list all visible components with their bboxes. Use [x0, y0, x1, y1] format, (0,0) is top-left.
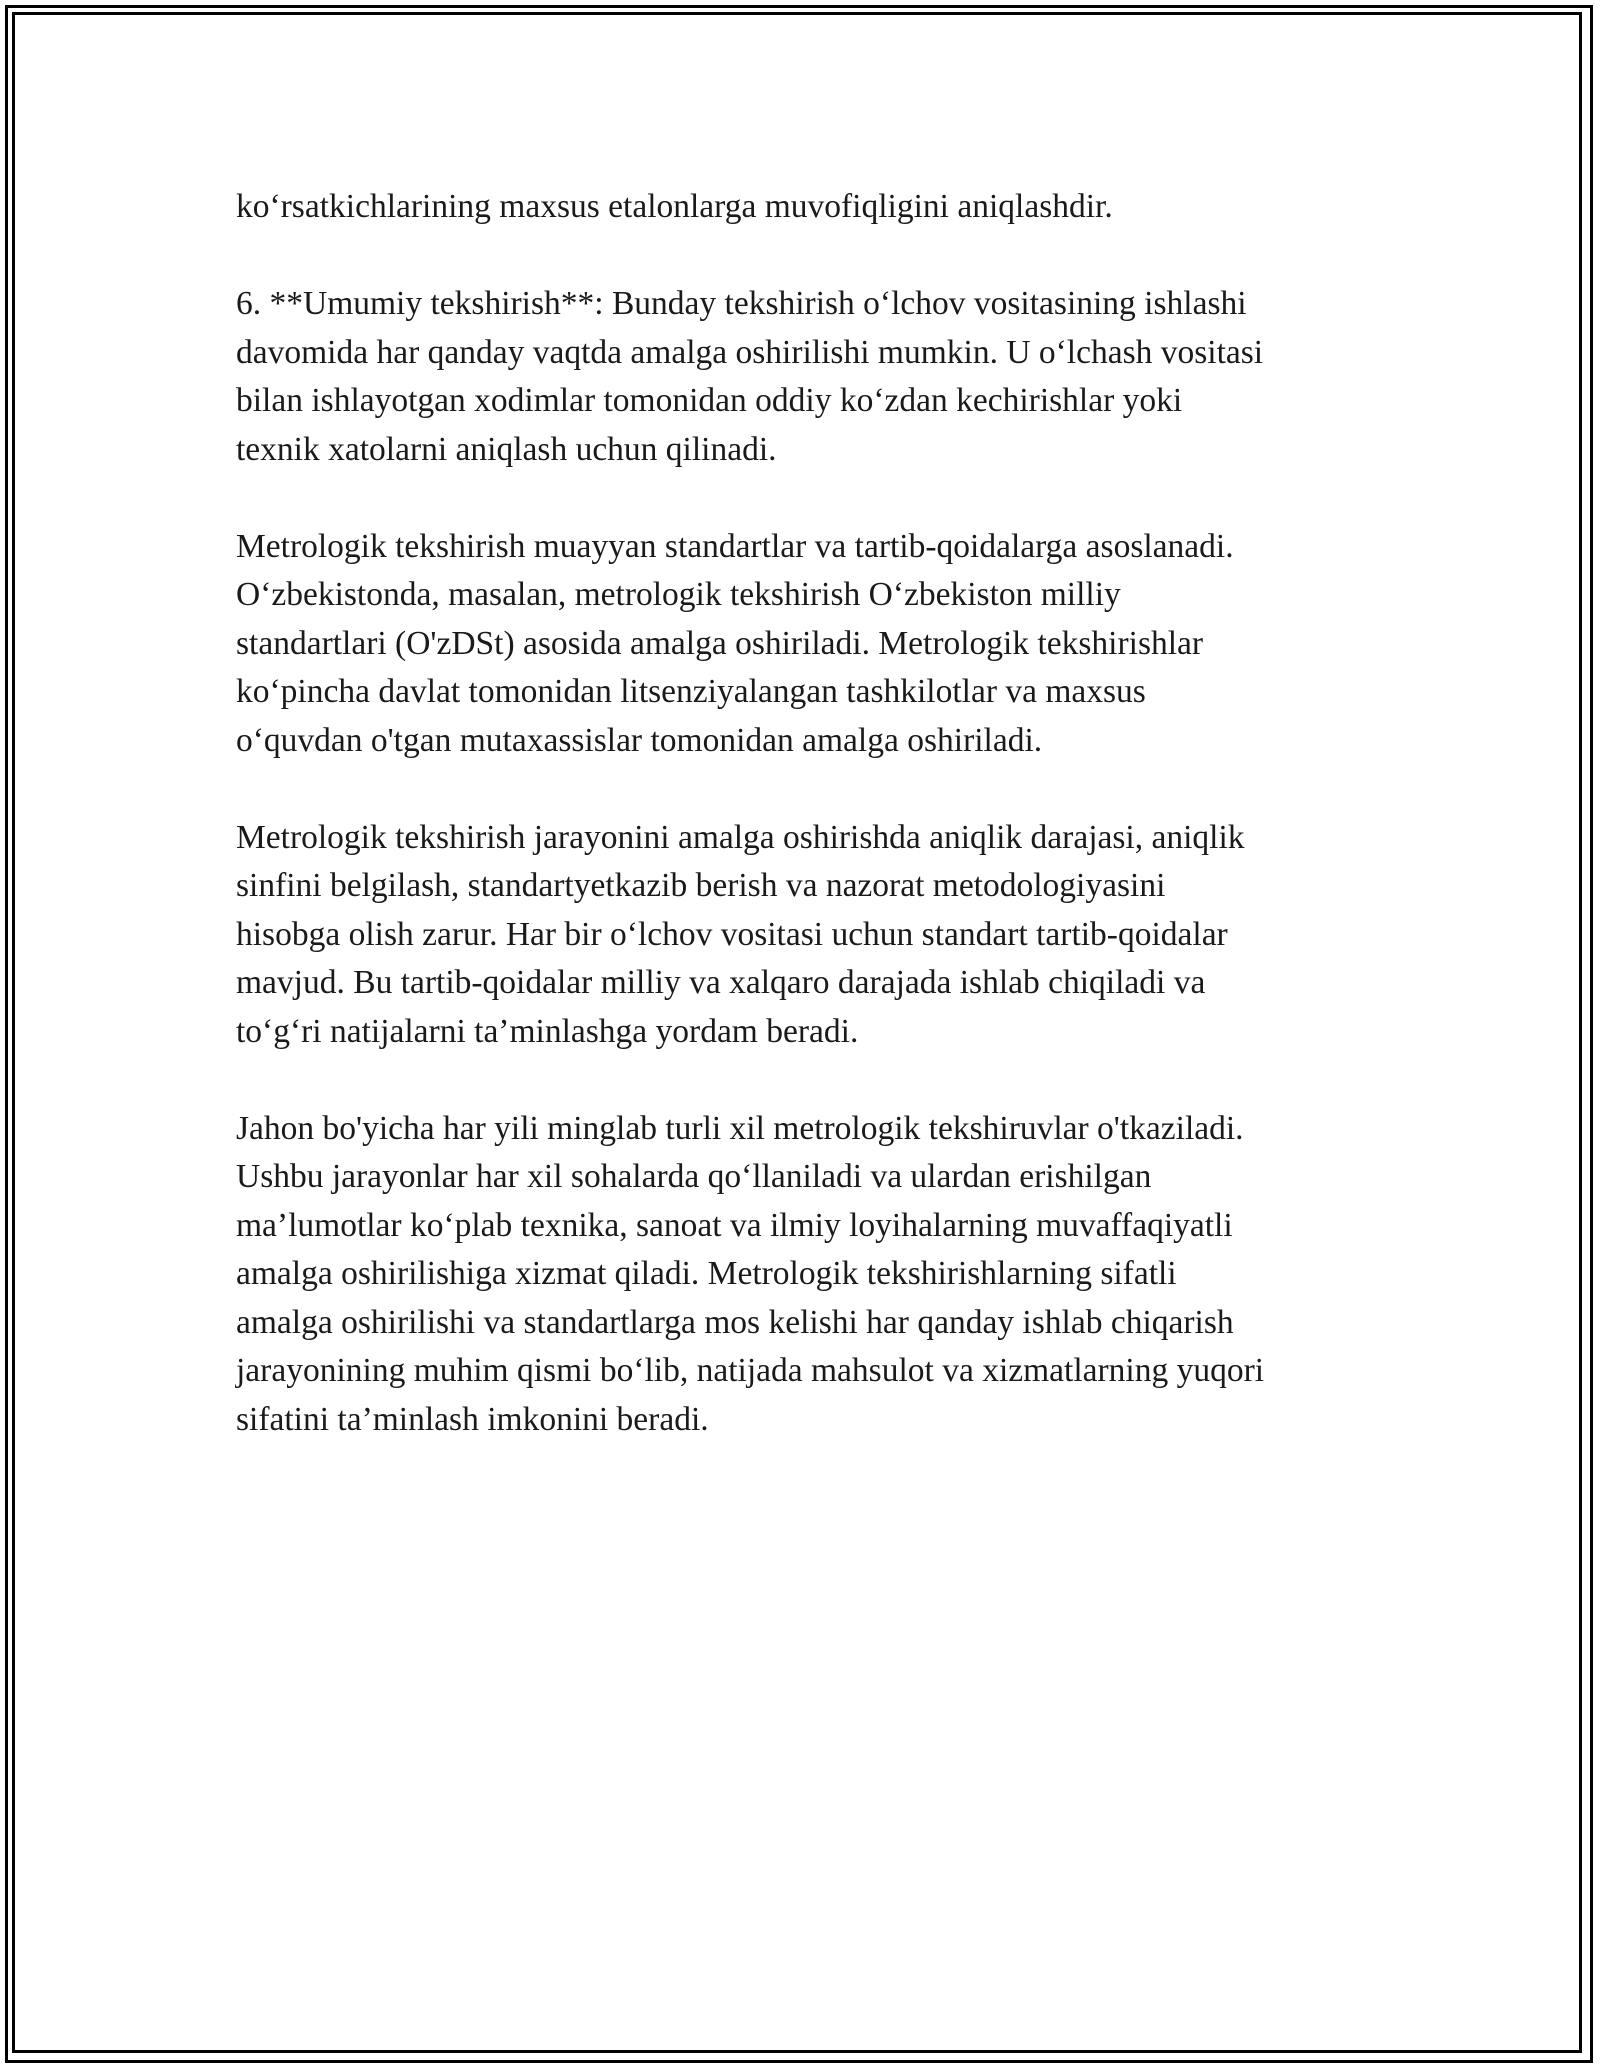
text-line: davomida har qanday vaqtda amalga oshirilishi mumkin. U o‘lchash vositasi	[236, 333, 1264, 371]
text-line: amalga oshirilishiga xizmat qiladi. Metrologik tekshirishlarning sifatli	[236, 1255, 1177, 1292]
paragraph-2	[236, 280, 1376, 474]
text-line: mavjud. Bu tartib-qoidalar milliy va xalqaro darajada ishlab chiqiladi va	[236, 964, 1206, 1001]
text-line: bilan ishlayotgan xodimlar tomonidan oddiy ko‘zdan kechirishlar yoki	[236, 382, 1183, 419]
text-line: O‘zbekistonda, masalan, metrologik tekshirish O‘zbekiston milliy	[236, 576, 1121, 613]
text-line: Jahon bo'yicha har yili minglab turli xil metrologik tekshiruvlar o'tkaziladi.	[236, 1109, 1244, 1147]
text-line: hisobga olish zarur. Har bir o‘lchov vositasi uchun standart tartib-qoidalar	[236, 915, 1228, 953]
paragraph-4	[236, 814, 1376, 1057]
document-body	[236, 183, 1376, 1493]
paragraph-3	[236, 523, 1376, 766]
text-line: sifatini ta’minlash imkonini beradi.	[236, 1400, 709, 1438]
text-line: sinfini belgilash, standartyetkazib berish va nazorat metodologiyasini	[236, 867, 1166, 904]
text-line: ko‘rsatkichlarining maxsus etalonlarga muvofiqligini aniqlashdir.	[236, 188, 1113, 225]
text-line: Metrologik tekshirish muayyan standartlar va tartib-qoidalarga asoslanadi.	[236, 527, 1234, 565]
paragraph-5	[236, 1105, 1376, 1445]
text-line: 6. **Umumiy tekshirish**: Bunday tekshirish o‘lchov vositasining ishlashi	[236, 285, 1247, 322]
text-line: standartlari (O'zDSt) asosida amalga oshiriladi. Metrologik tekshirishlar	[236, 624, 1204, 662]
text-line: texnik xatolarni aniqlash uchun qilinadi.	[236, 430, 777, 468]
paragraph-1	[236, 183, 1376, 232]
text-line: ma’lumotlar ko‘plab texnika, sanoat va ilmiy loyihalarning muvaffaqiyatli	[236, 1206, 1233, 1244]
text-line: Metrologik tekshirish jarayonini amalga oshirishda aniqlik darajasi, aniqlik	[236, 818, 1245, 856]
text-line: to‘g‘ri natijalarni ta’minlashga yordam beradi.	[236, 1012, 859, 1050]
text-line: amalga oshirilishi va standartlarga mos kelishi har qanday ishlab chiqarish	[236, 1303, 1234, 1341]
text-line: ko‘pincha davlat tomonidan litsenziyalangan tashkilotlar va maxsus	[236, 673, 1146, 710]
text-line: jarayonining muhim qismi bo‘lib, natijada mahsulot va xizmatlarning yuqori	[236, 1352, 1265, 1389]
text-line: Ushbu jarayonlar har xil sohalarda qo‘llaniladi va ulardan erishilgan	[236, 1158, 1152, 1195]
text-line: o‘quvdan o'tgan mutaxassislar tomonidan amalga oshiriladi.	[236, 721, 1043, 759]
